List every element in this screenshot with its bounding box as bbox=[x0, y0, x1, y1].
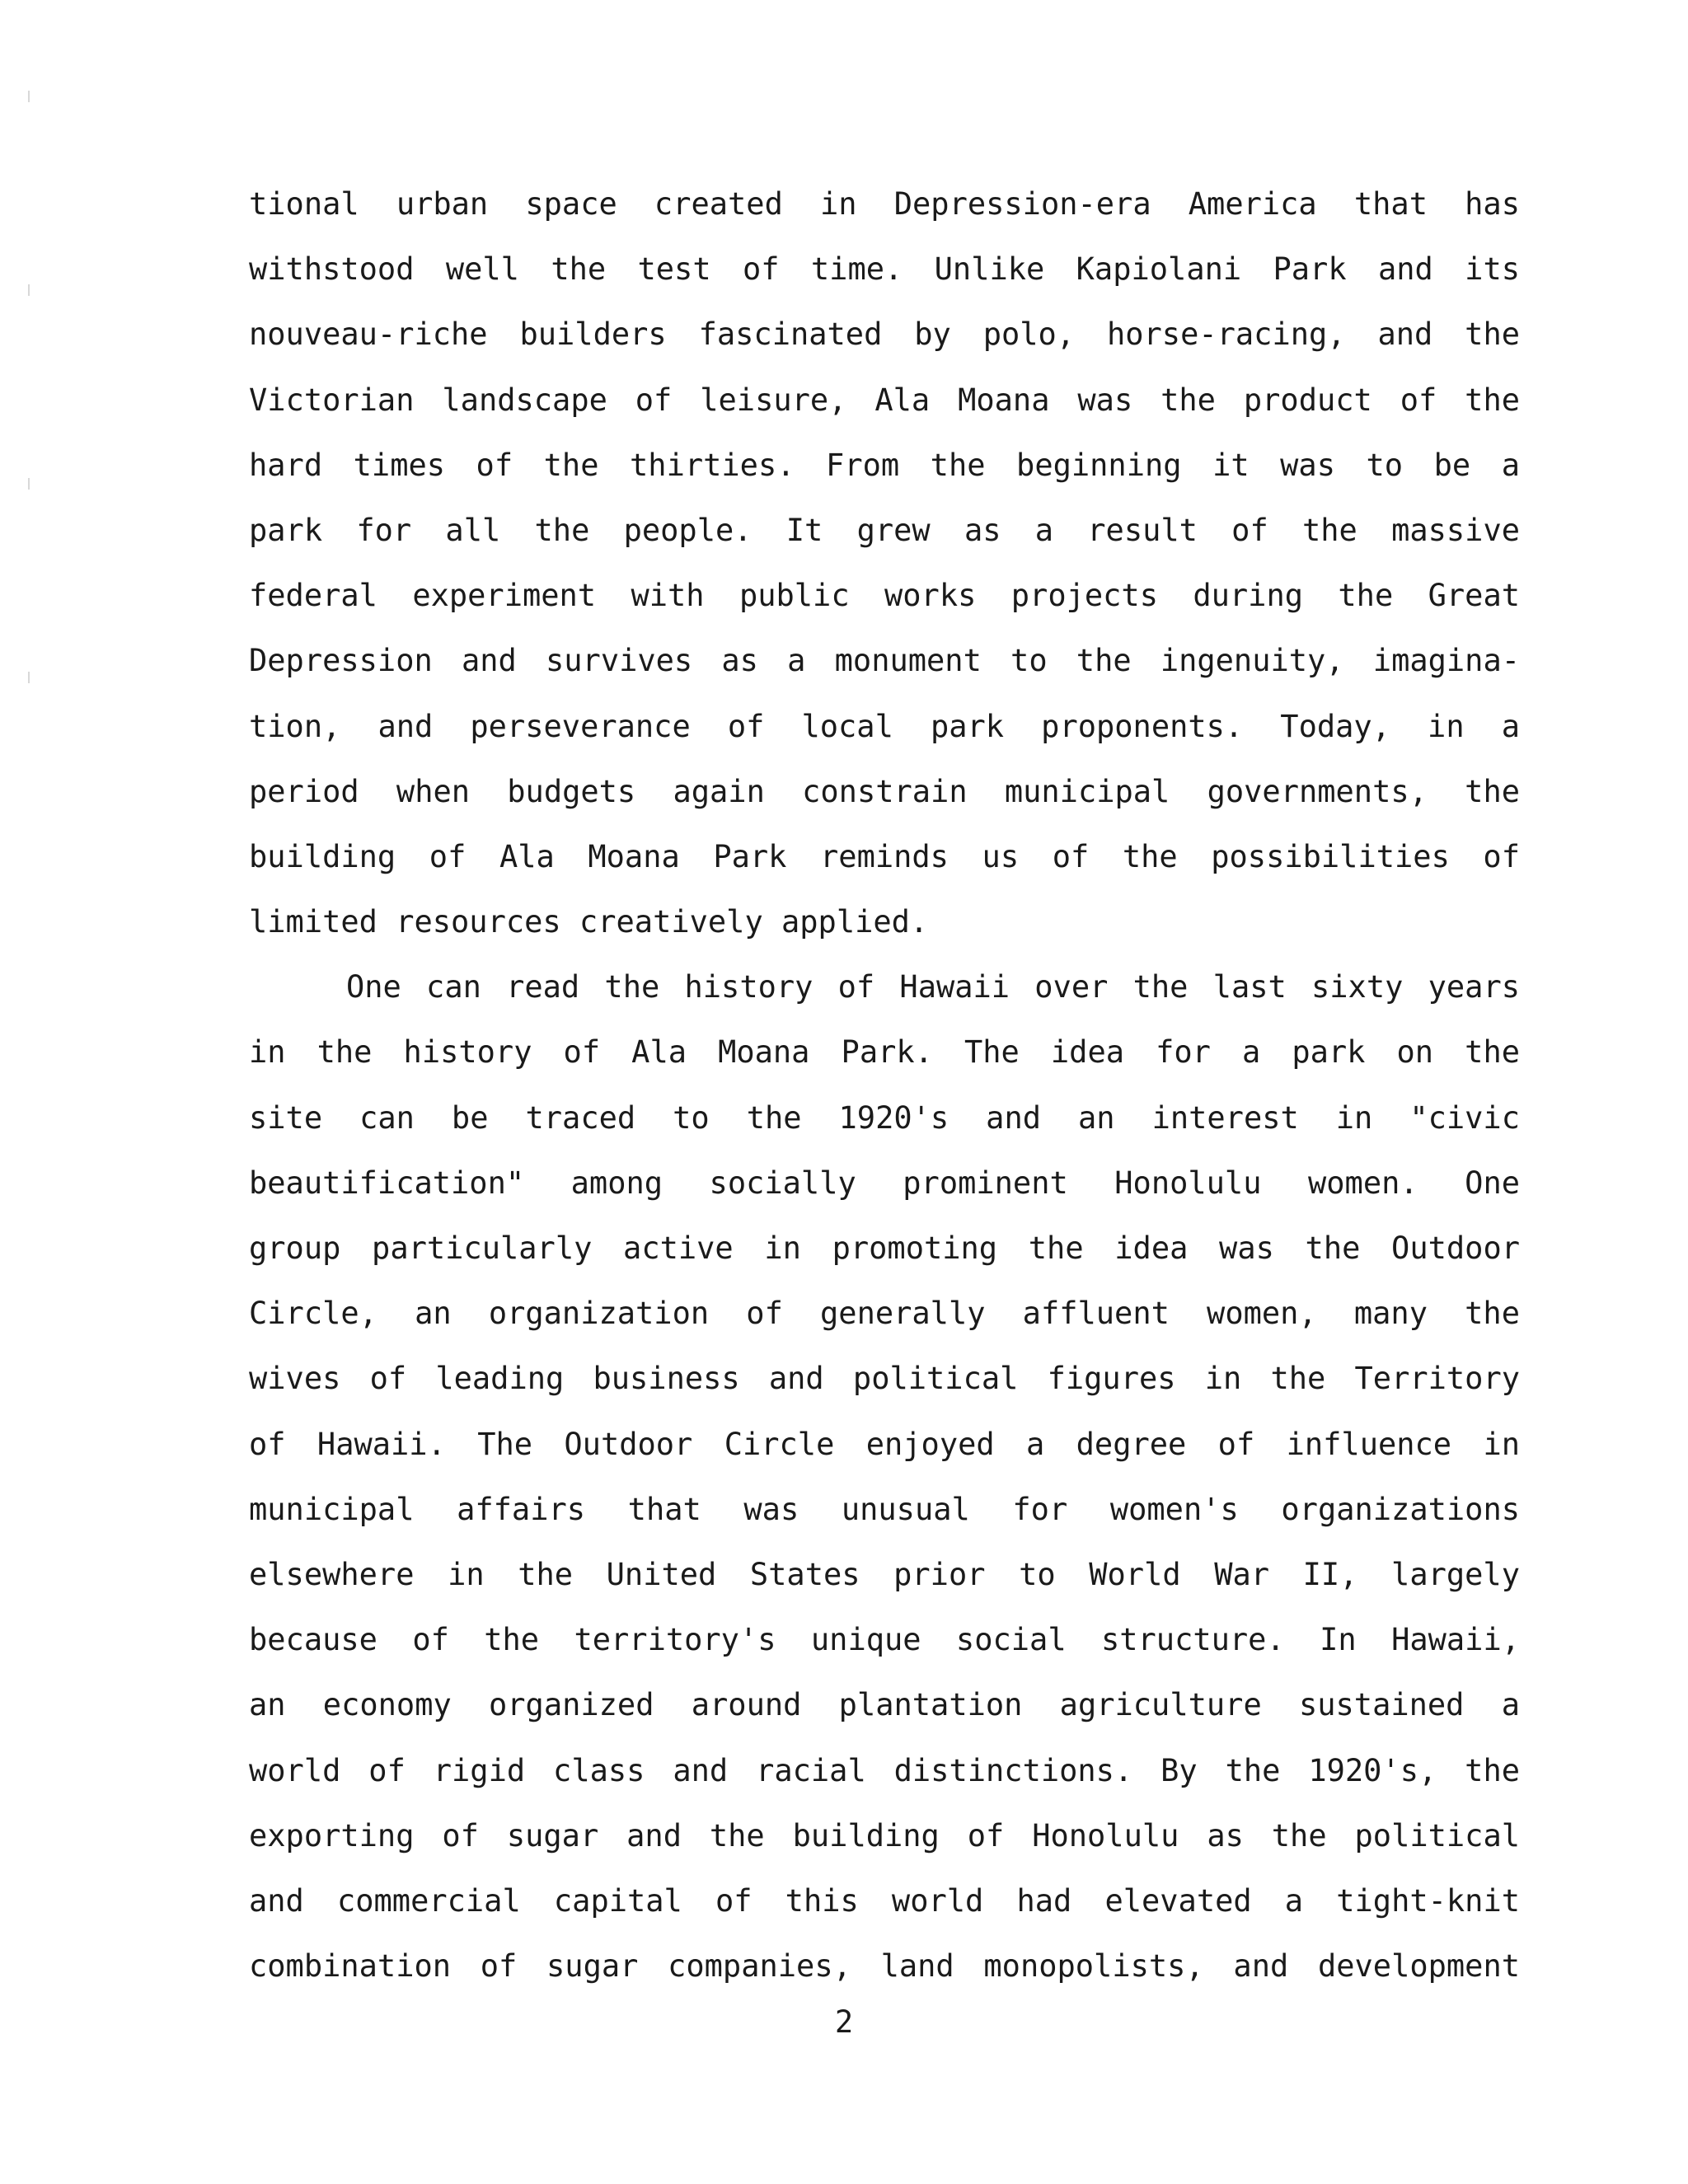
text-line: group particularly active in promoting the idea was the Outdoor bbox=[249, 1230, 1520, 1266]
scan-margin-mark bbox=[28, 478, 30, 490]
text-line: beautification" among socially prominent Honolulu women. One bbox=[249, 1165, 1520, 1201]
scan-margin-mark bbox=[28, 91, 30, 102]
text-line: hard times of the thirties. From the beginning it was to be a bbox=[249, 447, 1520, 483]
text-line: tion, and perseverance of local park proponents. Today, in a bbox=[249, 708, 1520, 744]
text-line: combination of sugar companies, land monopolists, and development bbox=[249, 1948, 1520, 1985]
text-line: Victorian landscape of leisure, Ala Moana was the product of the bbox=[249, 382, 1520, 418]
text-line: exporting of sugar and the building of Honolulu as the political bbox=[249, 1817, 1520, 1854]
text-line: withstood well the test of time. Unlike Kapiolani Park and its bbox=[249, 251, 1520, 288]
text-line: world of rigid class and racial distinctions. By the 1920's, the bbox=[249, 1752, 1520, 1788]
scan-margin-mark bbox=[28, 672, 30, 683]
text-line: an economy organized around plantation agriculture sustained a bbox=[249, 1687, 1520, 1723]
text-line: elsewhere in the United States prior to World War II, largely bbox=[249, 1556, 1520, 1592]
page-number: 2 bbox=[834, 2004, 854, 2040]
text-line: federal experiment with public works projects during the Great bbox=[249, 578, 1520, 614]
text-line: municipal affairs that was unusual for women's organizations bbox=[249, 1491, 1520, 1527]
text-line: limited resources creatively applied. bbox=[249, 904, 929, 940]
text-line: site can be traced to the 1920's and an interest in "civic bbox=[249, 1099, 1520, 1136]
text-line: period when budgets again constrain municipal governments, the bbox=[249, 773, 1520, 809]
text-line: tional urban space created in Depression-era America that has bbox=[249, 186, 1520, 222]
text-line: building of Ala Moana Park reminds us of the possibilities of bbox=[249, 838, 1520, 874]
paragraph-2 bbox=[249, 964, 1520, 2008]
text-line: because of the territory's unique social structure. In Hawaii, bbox=[249, 1622, 1520, 1658]
body-text bbox=[249, 181, 1520, 2008]
scan-margin-mark bbox=[28, 284, 30, 296]
text-line: One can read the history of Hawaii over the last sixty years bbox=[346, 969, 1520, 1005]
text-line: of Hawaii. The Outdoor Circle enjoyed a degree of influence in bbox=[249, 1426, 1520, 1462]
text-line: nouveau-riche builders fascinated by polo, horse-racing, and the bbox=[249, 316, 1520, 353]
text-line: park for all the people. It grew as a result of the massive bbox=[249, 512, 1520, 548]
paragraph-1 bbox=[249, 181, 1520, 964]
text-line: Depression and survives as a monument to the ingenuity, imagina- bbox=[249, 643, 1520, 679]
text-line: wives of leading business and political figures in the Territory bbox=[249, 1361, 1520, 1397]
text-line: in the history of Ala Moana Park. The idea for a park on the bbox=[249, 1034, 1520, 1071]
text-line: and commercial capital of this world had elevated a tight-knit bbox=[249, 1882, 1520, 1919]
text-line: Circle, an organization of generally affluent women, many the bbox=[249, 1296, 1520, 1332]
